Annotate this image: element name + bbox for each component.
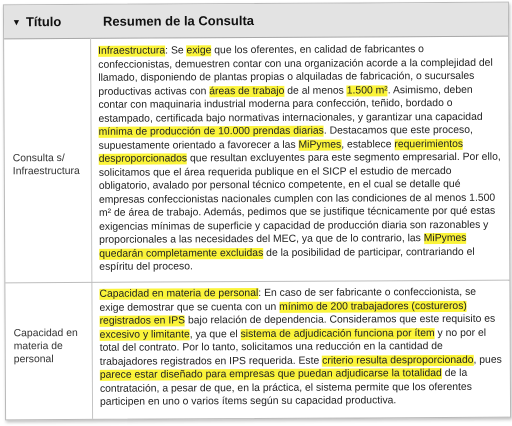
highlighted-text: Infraestructura [98,45,166,57]
document-sheet [3,2,511,421]
summary-text: , ya que el [189,328,241,340]
highlighted-text: áreas de trabajo [209,85,285,97]
summary-text: . Asimismo, deben contar con maquinaria industrial moderna para confección, teñido, bordado o estampado, certificada bajo normativas internacionales, y garantizar una capacidad [98,84,483,125]
highlighted-text: Capacidad en materia de personal [99,287,259,300]
summary-text: . Destacamos que este proceso, supuestamente orientado a favorecer a las [98,124,473,152]
highlighted-text: mínima de producción de 10.000 prendas diarias [98,125,324,138]
highlighted-text: criterio resulta desproporcionado [322,354,474,367]
highlighted-text: parece estar diseñado para empresas que puedan adjudicarse la totalidad [99,368,442,381]
summary-text: de la contratación, a pesar de que, en la práctica, el sistema permite que los oferentes participen en uno o varios ítems según su capacidad productiva. [99,367,472,408]
highlighted-text: MiPymes quedarán completamente excluidas [99,232,467,260]
highlighted-text: sistema de adjudicación funciona por ítem [240,327,435,340]
row-summary-infraestructura [98,43,501,275]
highlighted-text: MiPymes [298,139,342,151]
summary-text: bajo relación de dependencia. Consideramos que este requisito es [185,313,496,327]
highlighted-text: mínimo de 200 trabajadores (costureros) registrados en IPS [99,300,467,327]
summary-text: de la posibilidad de participar, contrariando el espíritu del proceso. [99,246,475,273]
row-title-infraestructura: Consulta s/ Infraestructura [12,153,80,178]
summary-text: de al menos [284,85,347,97]
title-header-label: Título [25,14,62,30]
title-column-header [12,14,61,29]
highlighted-text: 1.500 m² [346,84,388,97]
summary-text: , establece [341,138,395,151]
triangle-icon: ▼ [11,17,21,28]
summary-text: que los oferentes, en calidad de fabricantes o confeccionistas, demuestren contar con una organización acorde a la complejidad del llamado, disponiendo de plantas propias o alquiladas de fabricación, o sucursales productivas activas con [98,44,493,98]
highlighted-text: requerimientos desproporcionados [98,138,464,165]
table-header [4,3,508,40]
highlighted-text: exige [186,45,212,57]
summary-column-header: Resumen de la Consulta [102,13,255,29]
highlighted-text: excesivo y limitante [99,328,190,341]
summary-text: , pues [473,354,502,366]
summary-text: : En caso de ser fabricante o confeccionista, se exige demostrar que se cuenta con un [99,286,477,314]
summary-text: : Se [165,45,187,57]
row-divider [5,280,509,284]
row-title-personal: Capacidad en materia de personal [13,327,78,366]
summary-text: y no por el total del contrato. Por lo tanto, solicitamos una reducción en la cantidad de trabajadores registrados en IPS requerida. Este [99,327,487,368]
summary-text: que resultan excluyentes para este segmento empresarial. Por ello, solicitamos que el área requerida publique en el SICP el estudio de mercado obligatorio, avalado por personal técnico competente, en el cual se detalle qué empresas confeccionistas nacionales cumplen con las condiciones de al menos 1.500 m² de área de trabajo. Además, pedimos que se justifique técnicamente por qué estas exigencias mínimas de superficie y capacidad de producción diaria son razonables y proporcionales a las necesidades del MEC, ya que de lo contrario, las [98,151,501,246]
column-divider [90,38,93,419]
row-summary-personal [99,286,502,410]
